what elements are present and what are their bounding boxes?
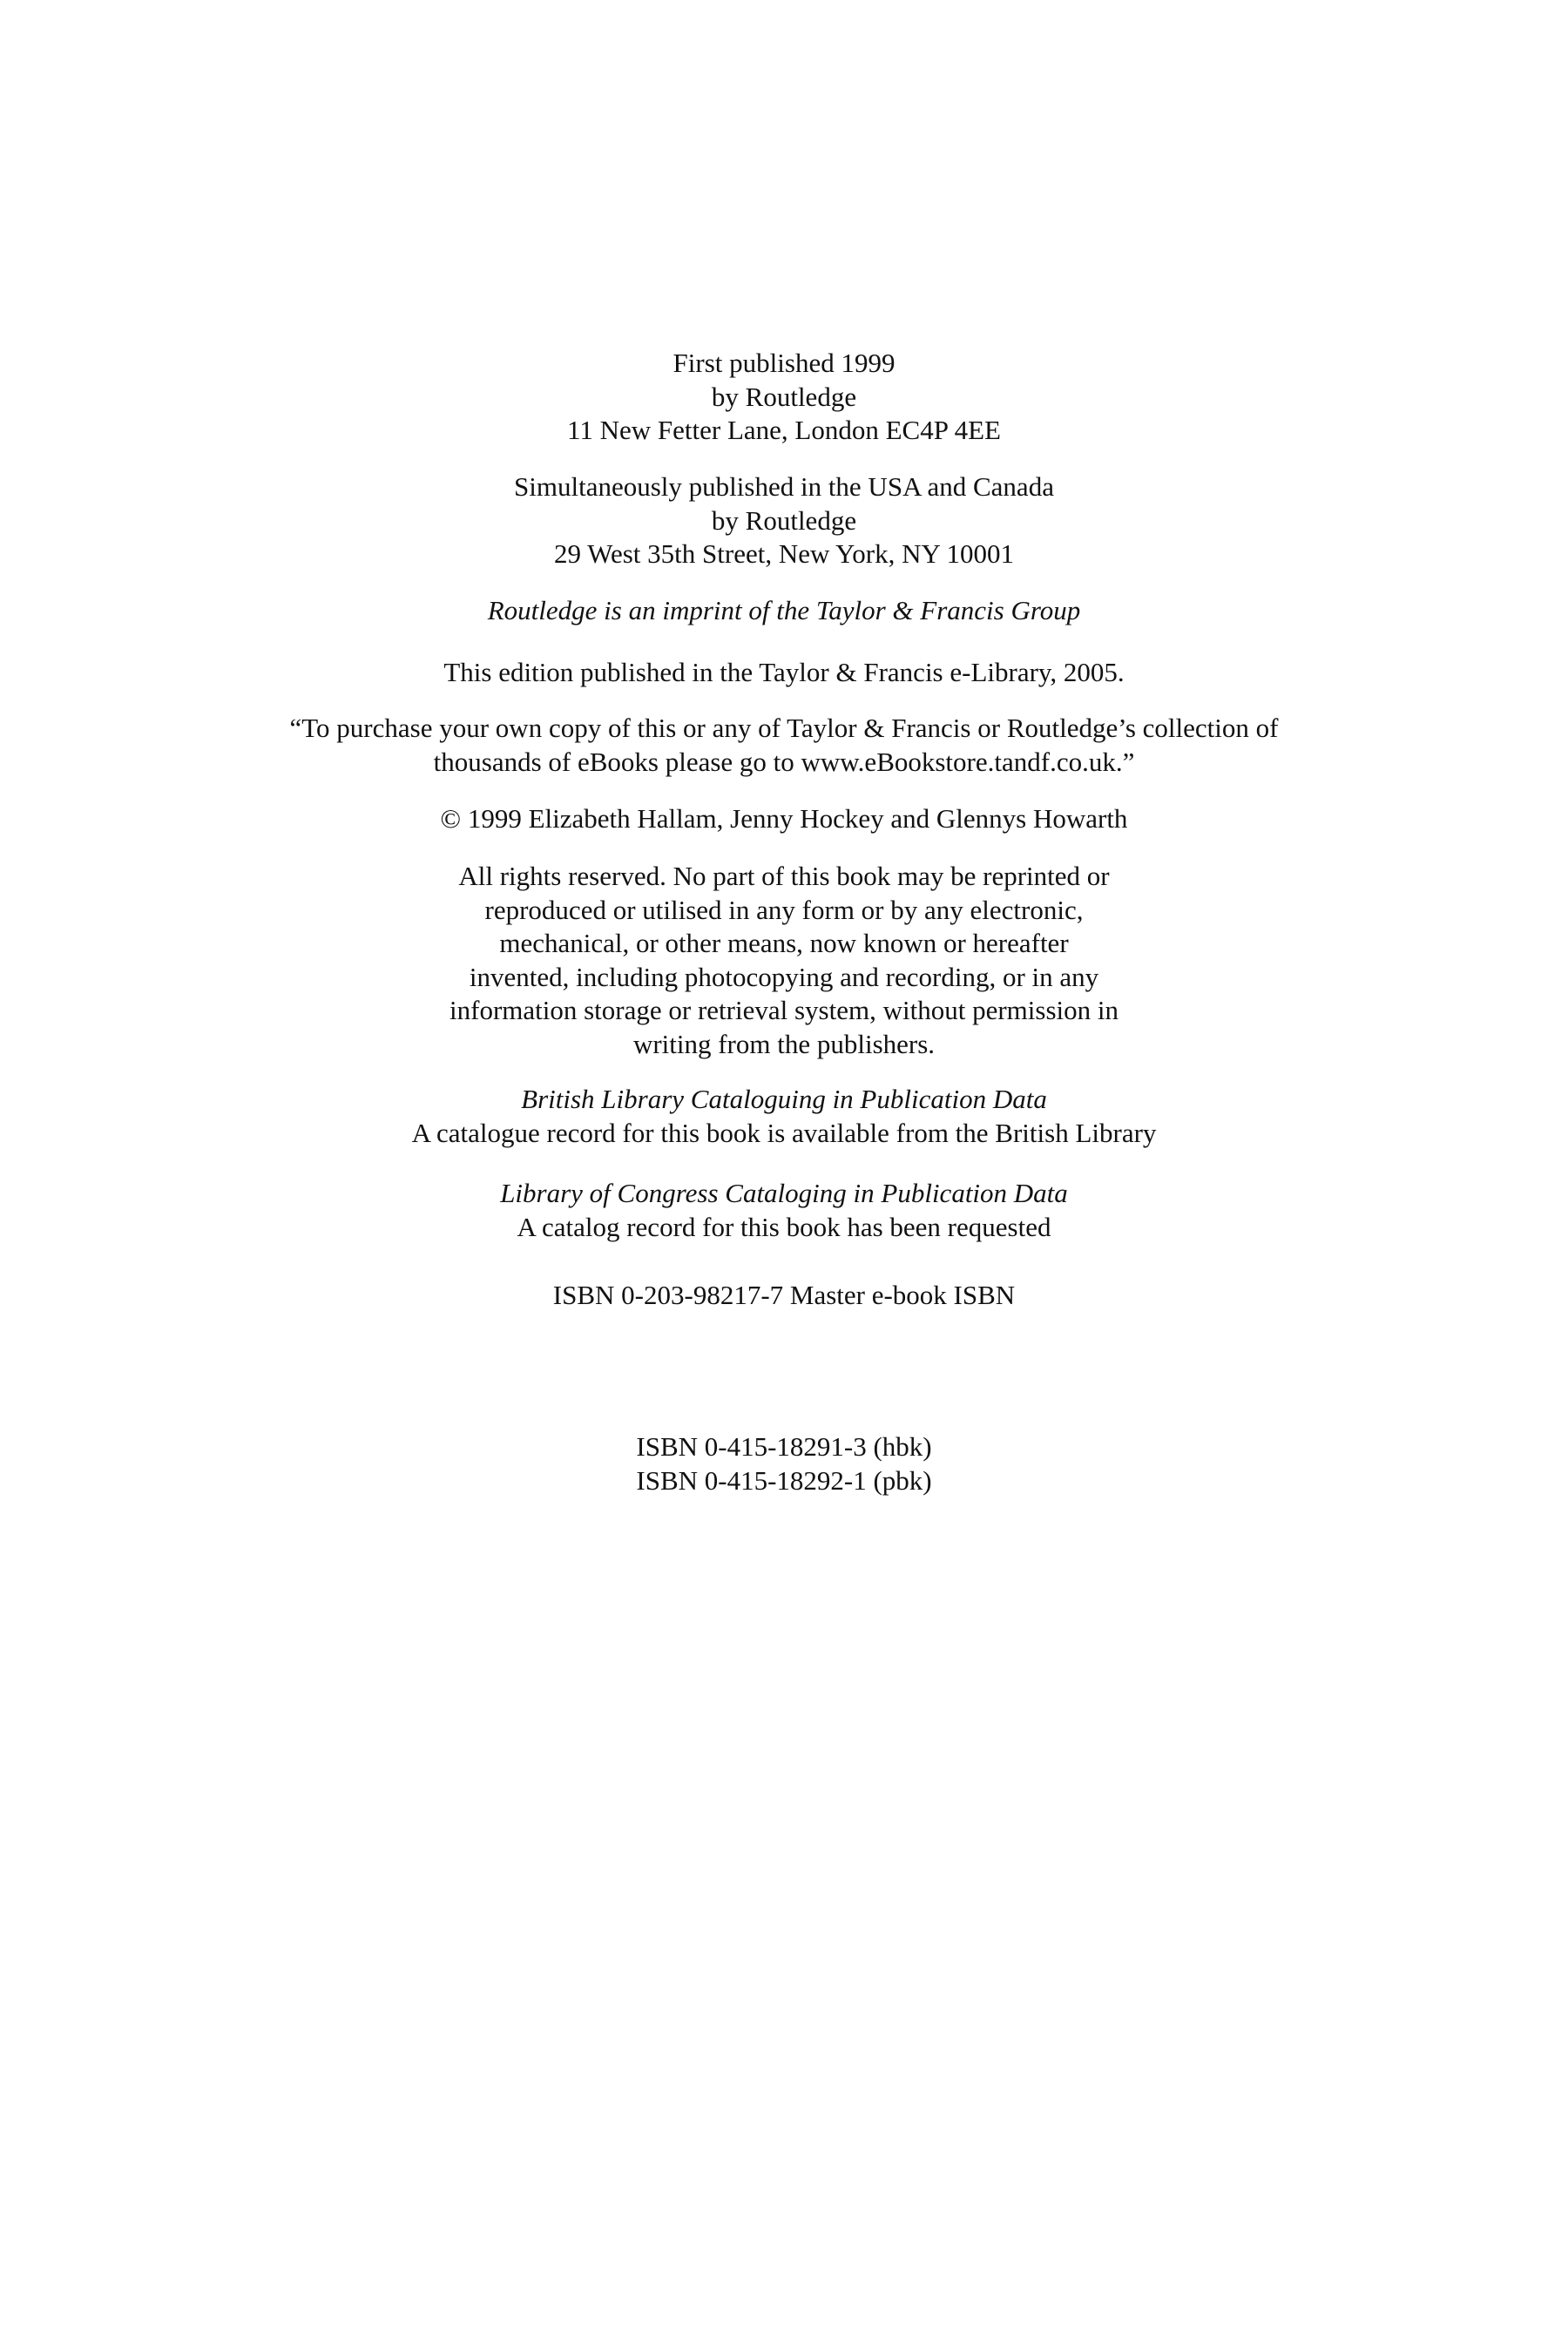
london-address-line: 11 New Fetter Lane, London EC4P 4EE bbox=[567, 415, 1001, 445]
rights-statement-block bbox=[0, 860, 1568, 1061]
isbn-paperback-line: ISBN 0-415-18292-1 (pbk) bbox=[636, 1464, 932, 1496]
rights-line-3: mechanical, or other means, now known or hereafter bbox=[499, 928, 1069, 958]
copyright-line: © 1999 Elizabeth Hallam, Jenny Hockey and Glennys Howarth bbox=[440, 803, 1128, 834]
imprint-statement bbox=[0, 594, 1568, 628]
publisher-line: by Routledge bbox=[711, 381, 857, 412]
library-of-congress-heading: Library of Congress Cataloging in Publication Data bbox=[500, 1178, 1068, 1208]
purchase-notice-block bbox=[0, 712, 1568, 779]
first-publication-block bbox=[0, 347, 1568, 448]
master-isbn-block bbox=[0, 1279, 1568, 1313]
new-york-address-line: 29 West 35th Street, New York, NY 10001 bbox=[554, 538, 1014, 569]
british-library-heading: British Library Cataloguing in Publication Data bbox=[521, 1084, 1047, 1114]
simultaneous-publication-line: Simultaneously published in the USA and Canada bbox=[514, 471, 1054, 502]
british-library-block bbox=[0, 1083, 1568, 1150]
library-of-congress-block bbox=[0, 1177, 1568, 1244]
british-library-text: A catalogue record for this book is available from the British Library bbox=[411, 1117, 1157, 1148]
rights-line-2: reproduced or utilised in any form or by any electronic, bbox=[484, 894, 1084, 925]
edition-line: This edition published in the Taylor & Francis e-Library, 2005. bbox=[443, 657, 1125, 687]
rights-line-1: All rights reserved. No part of this book may be reprinted or bbox=[458, 861, 1110, 891]
edition-statement bbox=[0, 656, 1568, 690]
isbn-master-line: ISBN 0-203-98217-7 Master e-book ISBN bbox=[552, 1280, 1016, 1310]
rights-line-6: writing from the publishers. bbox=[632, 1028, 936, 1059]
purchase-notice-line-2: thousands of eBooks please go to www.eBookstore.tandf.co.uk.” bbox=[433, 746, 1135, 777]
purchase-notice-line-1: “To purchase your own copy of this or any of Taylor & Francis or Routledge’s collection of bbox=[289, 713, 1279, 743]
copyright-notice bbox=[0, 802, 1568, 836]
rights-line-4: invented, including photocopying and recording, or in any bbox=[469, 961, 1099, 992]
us-publisher-line: by Routledge bbox=[711, 504, 857, 536]
print-isbn-block bbox=[0, 1430, 1568, 1497]
imprint-line: Routledge is an imprint of the Taylor & Francis Group bbox=[487, 595, 1081, 625]
isbn-hardback-line: ISBN 0-415-18291-3 (hbk) bbox=[636, 1431, 932, 1462]
first-published-line: First published 1999 bbox=[672, 348, 896, 378]
rights-line-5: information storage or retrieval system, without permission in bbox=[449, 995, 1119, 1025]
us-publication-block bbox=[0, 470, 1568, 571]
library-of-congress-text: A catalog record for this book has been requested bbox=[517, 1211, 1051, 1242]
